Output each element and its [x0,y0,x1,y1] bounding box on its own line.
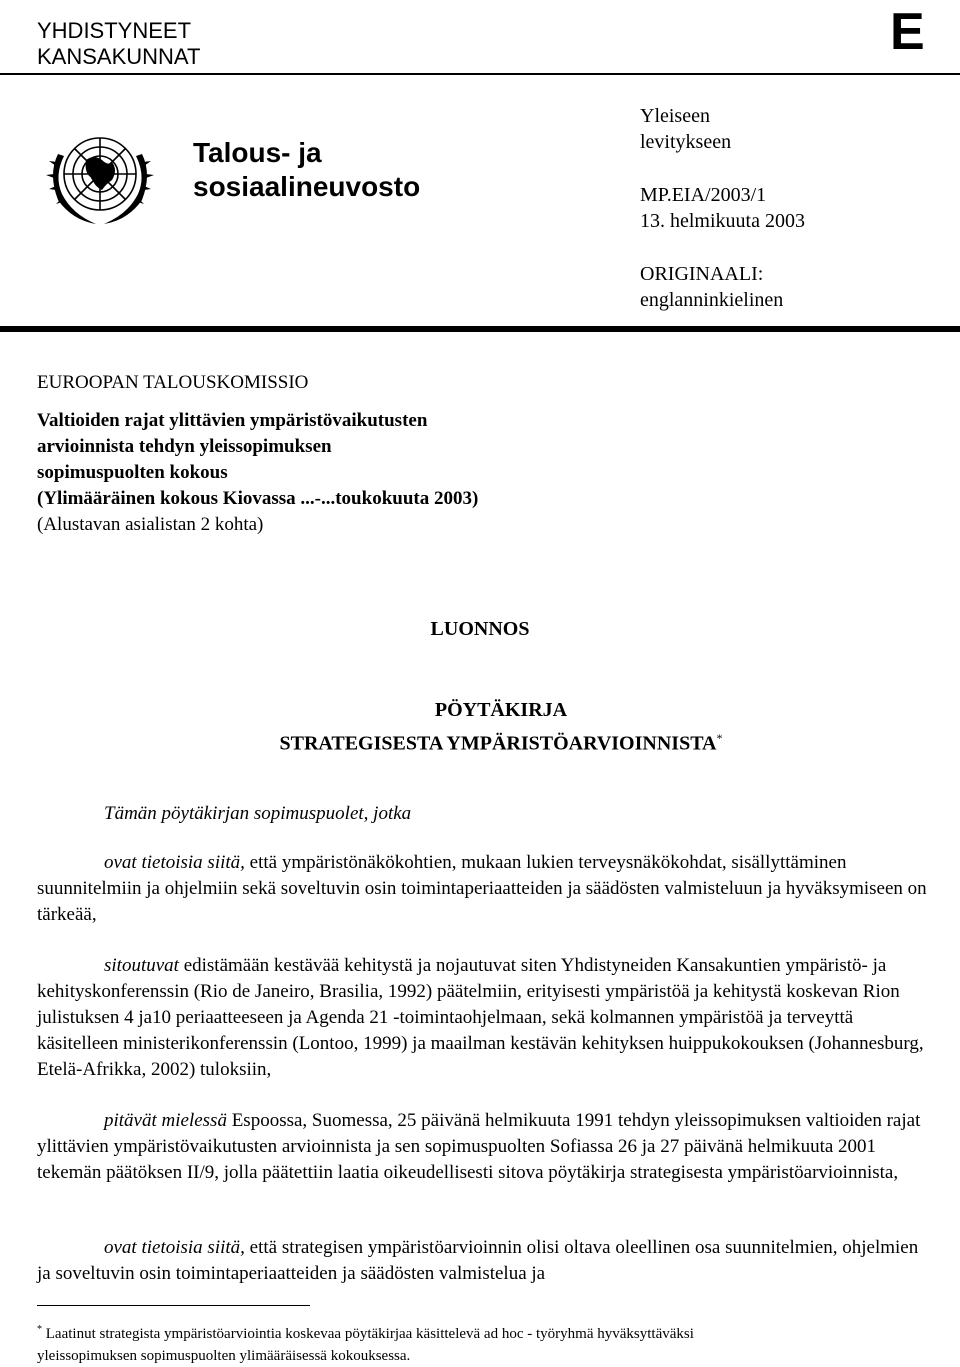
document-reference [640,182,805,234]
protocol-title-line1: PÖYTÄKIRJA [434,699,568,721]
paragraph-2-text: edistämään kestävää kehitystä ja nojautuvat siten Yhdistyneiden Kansakuntien ympäristö- ja kehityskonferenssin (Rio de Janeiro, Brasilia, 1992) päätelmiin, erityisesti ympäristöä ja kehitystä koskevan Rion julistuksen 4 ja10 periaatteeseen ja Agenda 21 -toimintaohjelmaan, sekä kolmannen ympäristöä ja terveyttä käsitelleen ministerikonferenssin (Lontoo, 1999) ja maailman kestävän kehityksen huippukokouksen (Johannesburg, Etelä-Afrikka, 2002) tuloksiin, [37,955,924,1080]
language-code: E [890,3,925,61]
commission-name: EUROOPAN TALOUSKOMISSIO [37,372,309,393]
paragraph-4-lead: ovat tietoisia siitä, [104,1237,245,1258]
meeting-title [37,408,478,512]
footnote-line1: Laatinut strategista ympäristöarviointia koskevaa pöytäkirjaa käsittelevä ad hoc - työryhmä hyväksyttäväksi [42,1326,694,1342]
original-label: ORIGINAALI: [640,263,764,285]
header-bottom-rule [0,326,960,332]
draft-label: LUONNOS [430,618,530,640]
preamble-paragraph-1 [37,850,927,928]
preamble-paragraph-4 [37,1235,927,1287]
paragraph-1-lead: ovat tietoisia siitä, [104,852,245,873]
un-emblem-icon [42,124,158,232]
original-value: englanninkielinen [640,289,784,311]
protocol-title-line2: STRATEGISESTA YMPÄRISTÖARVIOINNISTA [279,732,717,755]
meeting-line1: Valtioiden rajat ylittävien ympäristövaikutusten [37,410,428,431]
preamble-intro [37,801,927,827]
distribution-line2: levitykseen [640,131,732,153]
footnote-mark: * [37,1324,42,1335]
paragraph-3-text: Espoossa, Suomessa, 25 päivänä helmikuuta 1991 tehdyn yleissopimuksen valtioiden rajat ylittävien ympäristövaikutusten arvioinnista ja sen sopimuspuolten Sofiassa 26 ja 27 päivänä helmikuuta 2001 tekemän päätöksen II/9, jolla päätettiin laatia oikeudellisesti sitova pöytäkirja strategisesta ympäristöarvioinnista, [37,1110,921,1183]
document-symbol: MP.EIA/2003/1 [640,184,767,206]
preamble-intro-text: Tämän pöytäkirjan sopimuspuolet, jotka [104,803,412,824]
paragraph-2-lead: sitoutuvat [104,955,179,976]
original-language [640,261,783,313]
organization-name [37,18,200,70]
footnote-separator [37,1305,310,1306]
distribution-block [640,103,731,155]
paragraph-1-text: että ympäristönäkökohtien, mukaan lukien terveysnäkökohdat, sisällyttäminen suunnitelmiin ja ohjelmiin sekä soveltuvin osin toimintaperiaatteiden ja säädösten valmisteluun ja hyväksymiseen on tärkeää, [37,852,927,925]
footnote [37,1319,937,1367]
preamble-paragraph-3 [37,1108,927,1186]
meeting-line4: (Ylimääräinen kokous Kiovassa ...-...toukokuuta 2003) [37,488,479,509]
council-name [193,136,420,204]
header-divider [0,73,960,75]
council-name-line1: Talous- ja [193,137,322,168]
organization-name-line1: YHDISTYNEET [37,18,192,43]
paragraph-3-lead: pitävät mielessä [104,1110,227,1131]
protocol-title [0,696,960,758]
agenda-item: (Alustavan asialistan 2 kohta) [37,514,264,535]
distribution-line1: Yleiseen [640,105,710,127]
footnote-reference[interactable]: * [716,731,723,745]
paragraph-4-text: että strategisen ympäristöarvioinnin olisi oltava oleellinen osa suunnitelmien, ohjelmien ja soveltuvin osin toimintaperiaatteiden ja säädösten valmistelua ja [37,1237,919,1284]
preamble-paragraph-2 [37,953,927,1083]
footnote-line2: yleissopimuksen sopimuspuolten ylimääräisessä kokouksessa. [37,1348,411,1364]
council-name-line2: sosiaalineuvosto [193,171,421,202]
organization-name-line2: KANSAKUNNAT [37,44,201,69]
document-date: 13. helmikuuta 2003 [640,210,805,232]
meeting-line2: arvioinnista tehdyn yleissopimuksen [37,436,332,457]
meeting-line3: sopimuspuolten kokous [37,462,228,483]
